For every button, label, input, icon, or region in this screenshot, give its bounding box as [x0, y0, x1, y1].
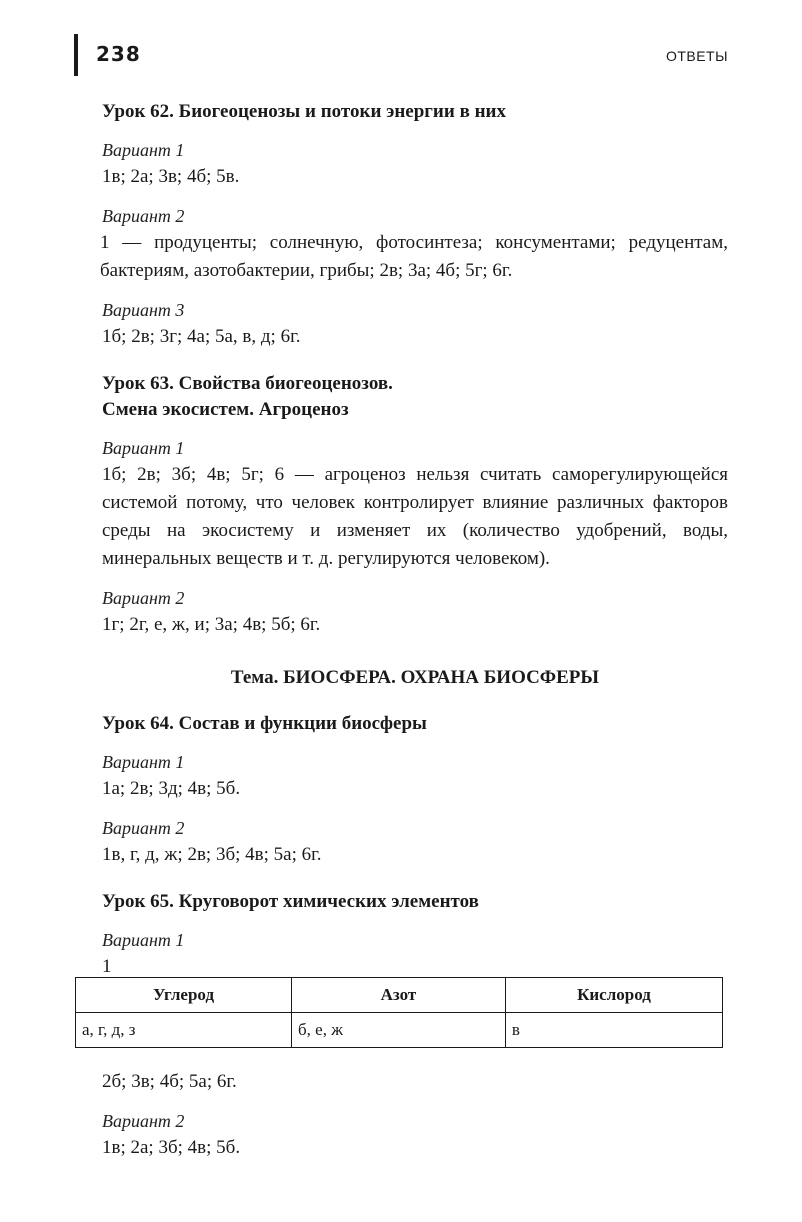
lesson-65-item-1: 1 — [102, 956, 112, 977]
lesson-62-variant-1-label: Вариант 1 — [102, 140, 185, 160]
lesson-62-variant-2-answer: 1 — продуценты; солнечную, фотосинтеза; консументами; редуцентам, бактериям, азотобактерии, грибы; 2в; 3а; 4б; 5г; 6г. — [100, 232, 728, 281]
lesson-62-variant-1-answer: 1в; 2а; 3в; 4б; 5в. — [102, 166, 240, 187]
lesson-65-variant-1-label: Вариант 1 — [102, 930, 185, 950]
lesson-63-variant-2-label: Вариант 2 — [102, 588, 185, 608]
table-header-cell: Азот — [292, 978, 506, 1013]
table-header-cell: Углерод — [76, 978, 292, 1013]
lesson-63-variant-2-answer: 1г; 2г, е, ж, и; 3а; 4в; 5б; 6г. — [102, 614, 321, 635]
lesson-62-variant-3-label: Вариант 3 — [102, 300, 185, 320]
table-cell: в — [505, 1013, 722, 1048]
lesson-65-title: Урок 65. Круговорот химических элементов — [102, 891, 479, 912]
lesson-64-variant-2-answer: 1в, г, д, ж; 2в; 3б; 4в; 5а; 6г. — [102, 844, 322, 865]
running-head: ОТВЕТЫ — [665, 48, 728, 64]
table-row — [76, 1013, 723, 1048]
lesson-64-variant-2-label: Вариант 2 — [102, 818, 185, 838]
header-rule — [74, 34, 78, 76]
lesson-65-after-table-answer: 2б; 3в; 4б; 5а; 6г. — [102, 1071, 237, 1092]
lesson-63-title-line-2: Смена экосистем. Агроценоз — [102, 399, 349, 420]
topic-heading: Тема. БИОСФЕРА. ОХРАНА БИОСФЕРЫ — [230, 667, 600, 688]
lesson-62-variant-2-label: Вариант 2 — [102, 206, 185, 226]
lesson-63-title-line-1: Урок 63. Свойства биогеоценозов. — [102, 373, 393, 394]
lesson-63-variant-1-label: Вариант 1 — [102, 438, 185, 458]
lesson-64-title: Урок 64. Состав и функции биосферы — [102, 713, 427, 734]
page-content — [102, 92, 728, 981]
page-number: 238 — [96, 42, 141, 66]
lesson-65-variant-2-answer: 1в; 2а; 3б; 4в; 5б. — [102, 1137, 241, 1158]
table-header-cell: Кислород — [505, 978, 722, 1013]
lesson-62-title: Урок 62. Биогеоценозы и потоки энергии в них — [102, 101, 506, 122]
lesson-64-variant-1-answer: 1а; 2в; 3д; 4в; 5б. — [102, 778, 241, 799]
lesson-62-variant-3-answer: 1б; 2в; 3г; 4а; 5а, в, д; 6г. — [102, 326, 301, 347]
page-content-bottom — [102, 1068, 728, 1162]
lesson-64-variant-1-label: Вариант 1 — [102, 752, 185, 772]
elements-table — [75, 977, 723, 1048]
table-cell: б, е, ж — [292, 1013, 506, 1048]
lesson-65-variant-2-label: Вариант 2 — [102, 1111, 185, 1131]
lesson-63-variant-1-answer: 1б; 2в; 3б; 4в; 5г; 6 — агроценоз нельзя считать саморегулирующейся системой потому, что человек контролирует влияние различных факторов среды на экосистему и изменяет их (количество удобрений, воды, минеральных веществ и т. д. регулируются человеком). — [102, 464, 728, 569]
table-cell: а, г, д, з — [76, 1013, 292, 1048]
table-header-row — [76, 978, 723, 1013]
